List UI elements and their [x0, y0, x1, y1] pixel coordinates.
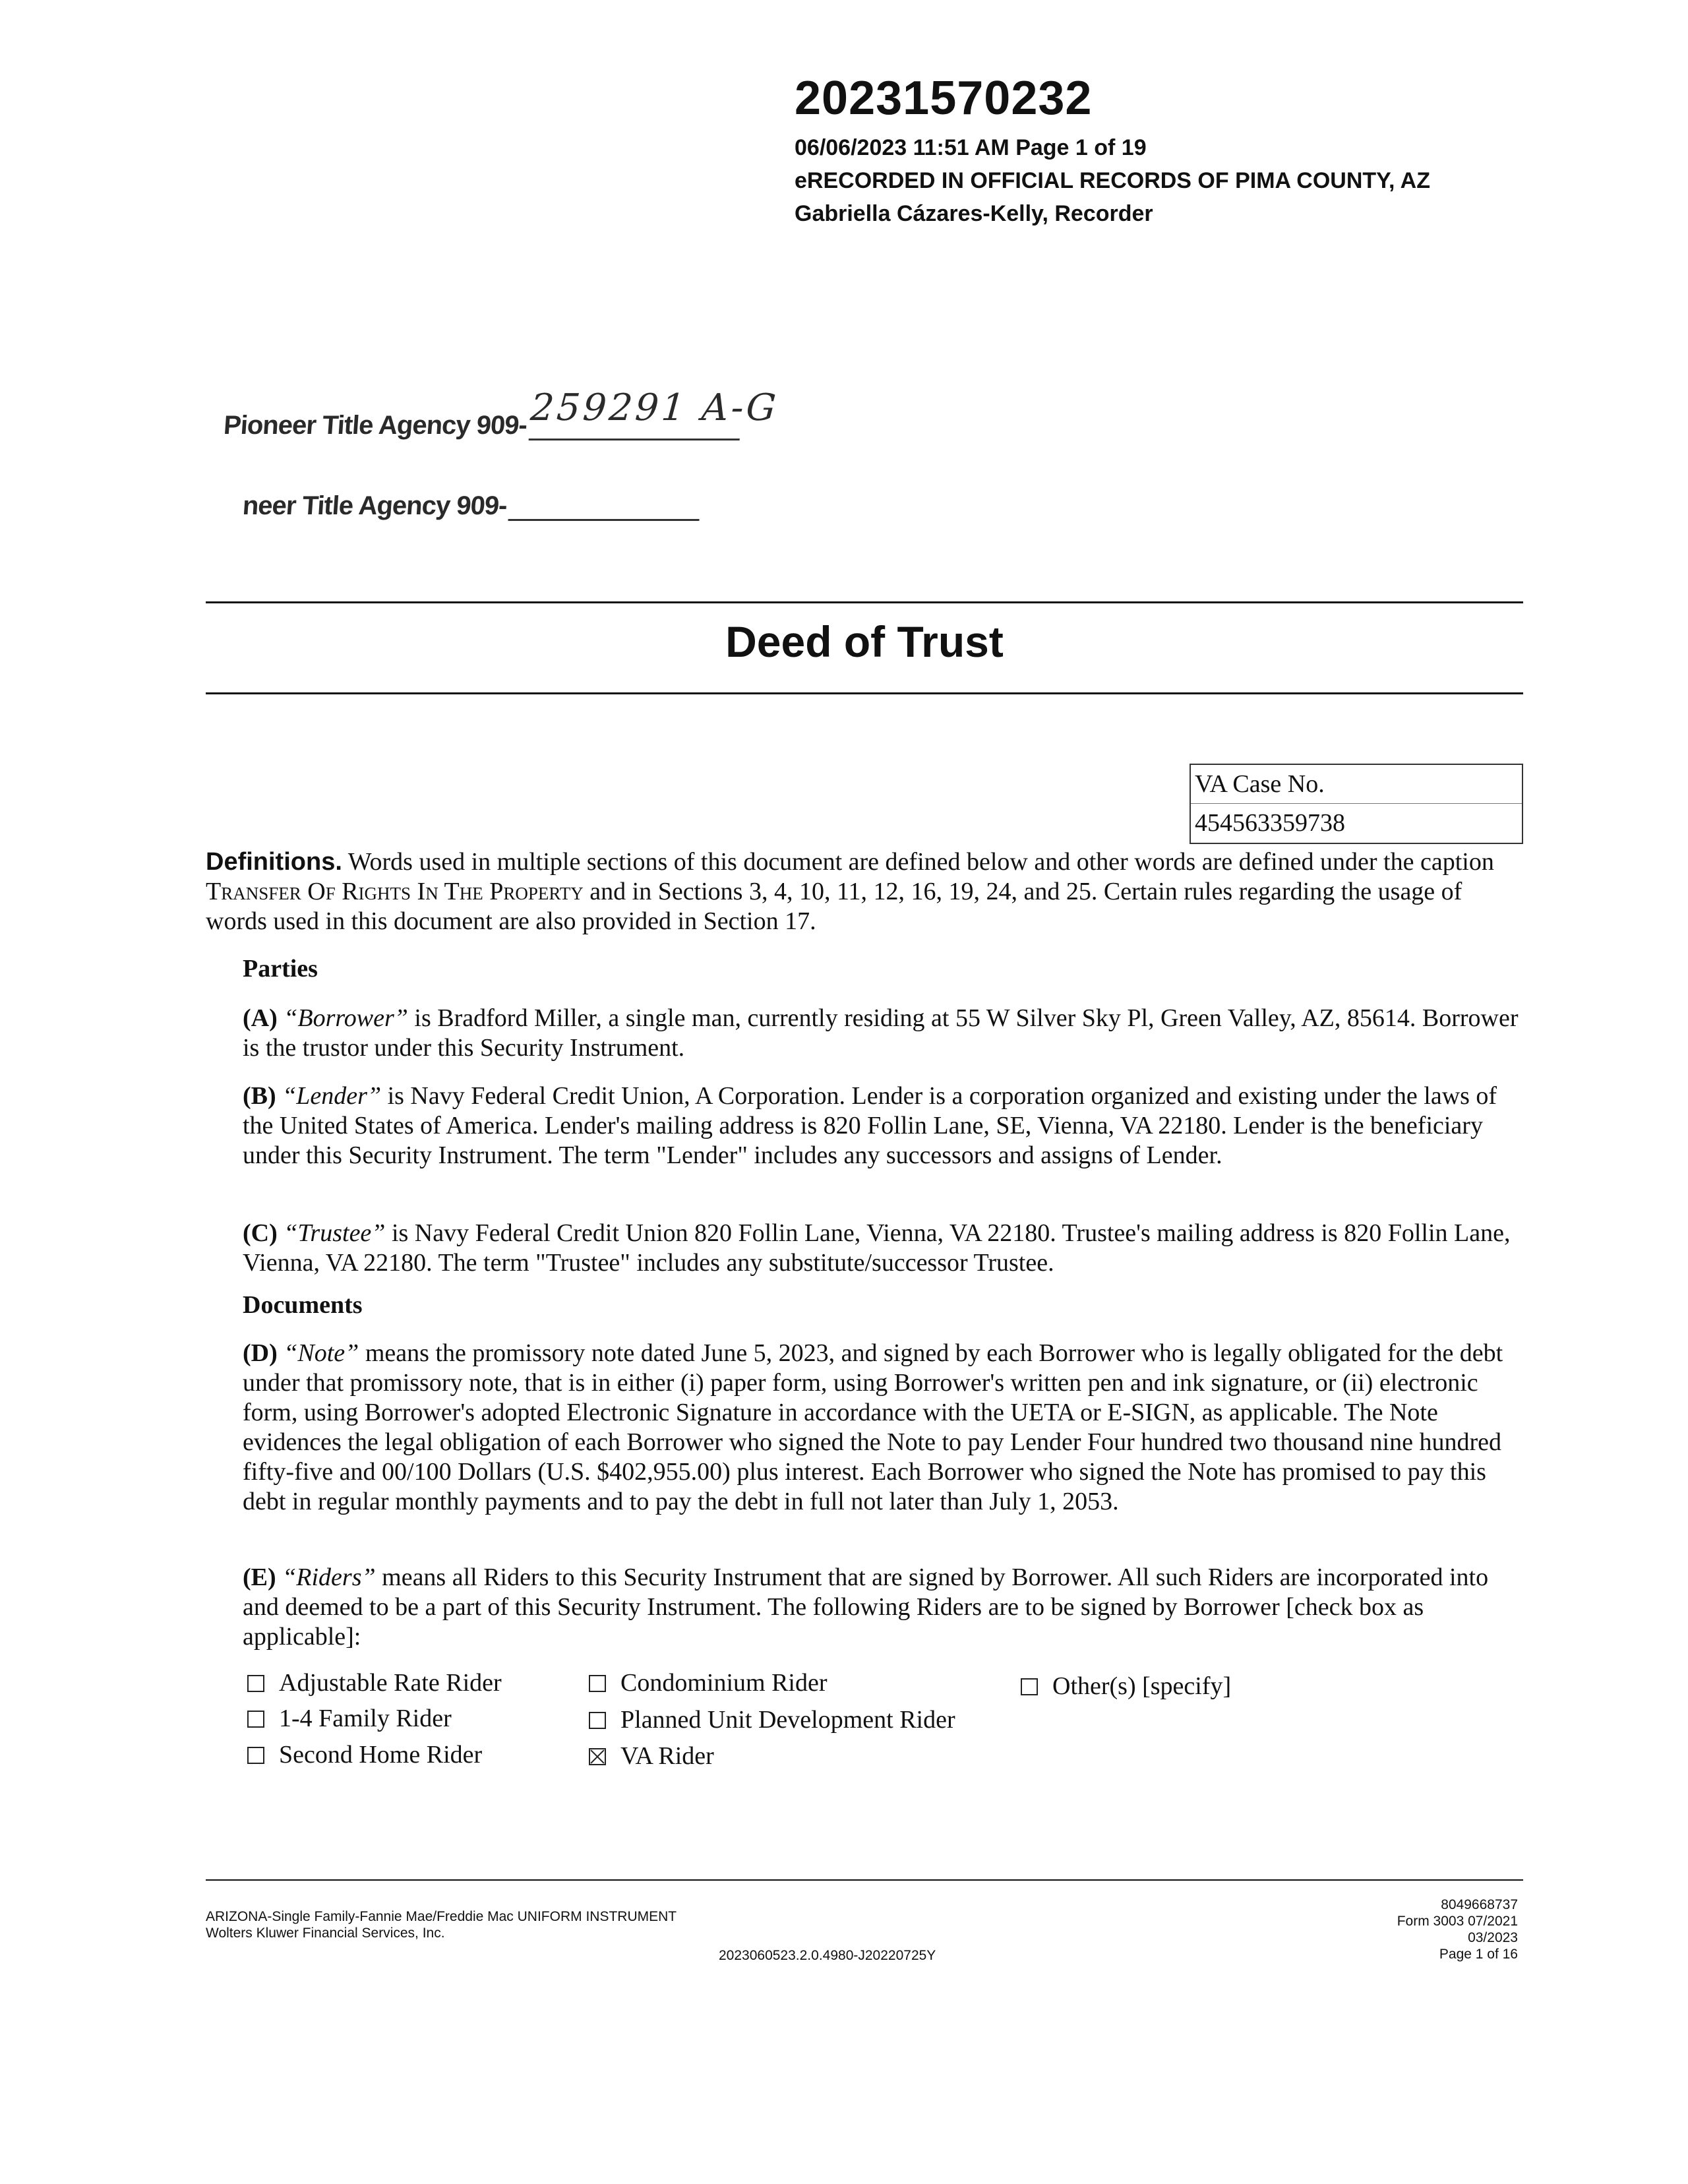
definitions-caption: Transfer Of Rights In The Property: [206, 878, 584, 905]
rider-others[interactable]: [1021, 1672, 1231, 1701]
document-d-term: “Note”: [284, 1339, 359, 1367]
document-riders: [243, 1563, 1524, 1652]
party-b-term: “Lender”: [282, 1082, 382, 1110]
footer-form-meta: [1397, 1896, 1518, 1962]
party-c-text: is Navy Federal Credit Union 820 Follin Lane, Vienna, VA 22180. Trustee's mailing address is 820 Follin Lane, Vienna, VA 22180. The term "Trustee" includes any substitute/successor Trustee.: [243, 1219, 1511, 1277]
checkbox-icon[interactable]: [589, 1712, 606, 1729]
document-d-text: means the promissory note dated June 5, 2023, and signed by each Borrower who is legally obligated for the debt under that promissory note, that is in either (i) paper form, using Borrower's written pen and ink signature, or (ii) electronic form, using Borrower's adopted Electronic Signature in accordance with the UETA or E-SIGN, as applicable. The Note evidences the legal obligation of each Borrower who signed the Note to pay Lender Four hundred two thousand nine hundred fifty-five and 00/100 Dollars (U.S. $402,955.00) plus interest. Each Borrower who signed the Note has promised to pay this debt in regular monthly payments and to pay the debt in full not later than July 1, 2053.: [243, 1339, 1503, 1515]
party-lender: [243, 1081, 1524, 1170]
party-c-term: “Trustee”: [284, 1219, 386, 1247]
footer-loan-number: 8049668737: [1441, 1897, 1518, 1912]
va-case-label: VA Case No.: [1195, 770, 1325, 798]
title-agency-stamp-faded: [241, 491, 702, 521]
document-d-label: (D): [243, 1339, 278, 1367]
footer-form-date: 03/2023: [1468, 1930, 1518, 1945]
stamp-blank-line: [528, 386, 780, 440]
title-rule-bottom: [206, 692, 1523, 694]
definitions-text-b: and in Sections 3, 4, 10, 11, 12, 16, 19, 24, and 25. Certain rules regarding the usage of words used in this document are also provided in Section 17.: [206, 878, 1462, 935]
party-c-label: (C): [243, 1219, 278, 1247]
party-a-label: (A): [243, 1004, 278, 1032]
rider-va[interactable]: [589, 1742, 714, 1771]
footer-form-line1: ARIZONA-Single Family-Fannie Mae/Freddie Mac UNIFORM INSTRUMENT: [206, 1909, 677, 1924]
document-e-label: (E): [243, 1563, 276, 1591]
party-b-label: (B): [243, 1082, 276, 1110]
parties-heading: Parties: [243, 955, 318, 983]
checkbox-icon[interactable]: [1021, 1678, 1038, 1695]
checkbox-icon[interactable]: [589, 1675, 606, 1692]
party-a-term: “Borrower”: [284, 1004, 408, 1032]
rider-label: Adjustable Rate Rider: [279, 1669, 502, 1697]
party-b-text: is Navy Federal Credit Union, A Corporation. Lender is a corporation organized and existing under the laws of the United States of America. Lender's mailing address is 820 Follin Lane, SE, Vienna, VA 22180. Lender is the beneficiary under this Security Instrument. The term "Lender" includes any successors and assigns of Lender.: [243, 1082, 1497, 1169]
va-case-box: [1190, 764, 1523, 844]
definitions-text-a: Words used in multiple sections of this document are defined below and other words are defined under the caption: [342, 848, 1494, 876]
title-agency-stamp-text: Pioneer Title Agency 909-: [222, 411, 528, 440]
recording-office: eRECORDED IN OFFICIAL RECORDS OF PIMA COUNTY, AZ: [795, 168, 1431, 193]
footer-doc-code: 2023060523.2.0.4980-J20220725Y: [719, 1948, 936, 1963]
footer-form-line2: Wolters Kluwer Financial Services, Inc.: [206, 1926, 445, 1941]
party-trustee: [243, 1219, 1524, 1278]
rider-1-4-family[interactable]: [247, 1704, 452, 1733]
handwritten-order-number: 259291 A-G: [529, 386, 780, 429]
va-case-number: 454563359738: [1191, 803, 1522, 842]
rider-label: 1-4 Family Rider: [279, 1705, 452, 1732]
rider-label: Condominium Rider: [620, 1669, 828, 1697]
footer-page: Page 1 of 16: [1439, 1947, 1518, 1962]
title-agency-stamp-faded-text: neer Title Agency 909-: [241, 491, 508, 520]
footer-rule: [206, 1879, 1523, 1881]
rider-condominium[interactable]: [589, 1668, 828, 1697]
party-a-text: is Bradford Miller, a single man, currently residing at 55 W Silver Sky Pl, Green Valley, AZ, 85614. Borrower is the trustor under this Security Instrument.: [243, 1004, 1519, 1062]
rider-label: Second Home Rider: [279, 1741, 483, 1769]
rider-label: Other(s) [specify]: [1052, 1672, 1232, 1700]
rider-adjustable-rate[interactable]: [247, 1668, 502, 1697]
title-agency-stamp: [222, 386, 780, 440]
recording-recorder: Gabriella Cázares-Kelly, Recorder: [795, 201, 1153, 226]
title-rule-top: [206, 601, 1523, 603]
checked-checkbox-icon[interactable]: [589, 1748, 606, 1765]
document-e-term: “Riders”: [282, 1563, 376, 1591]
stamp-blank-line-empty: [508, 493, 702, 521]
recording-number: 20231570232: [795, 72, 1093, 125]
rider-second-home[interactable]: [247, 1740, 482, 1769]
rider-planned-unit-development[interactable]: [589, 1705, 955, 1734]
footer-form-info: [206, 1908, 677, 1941]
party-borrower: [243, 1004, 1524, 1063]
checkbox-icon[interactable]: [247, 1675, 264, 1692]
documents-heading: Documents: [243, 1291, 363, 1319]
footer-form-number: Form 3003 07/2021: [1397, 1914, 1518, 1929]
checkbox-icon[interactable]: [247, 1747, 264, 1764]
definitions-paragraph: [206, 847, 1524, 936]
document-note: [243, 1339, 1524, 1517]
recording-datetime-page: 06/06/2023 11:51 AM Page 1 of 19: [795, 135, 1147, 160]
rider-label: Planned Unit Development Rider: [620, 1706, 955, 1734]
checkbox-icon[interactable]: [247, 1711, 264, 1728]
rider-label: VA Rider: [620, 1742, 714, 1770]
document-e-text: means all Riders to this Security Instrument that are signed by Borrower. All such Riders are incorporated into and deemed to be a part of this Security Instrument. The following Riders are to be signed by Borrower [check box as applicable]:: [243, 1563, 1489, 1651]
definitions-label: Definitions.: [206, 848, 342, 876]
document-title: Deed of Trust: [725, 617, 1004, 666]
